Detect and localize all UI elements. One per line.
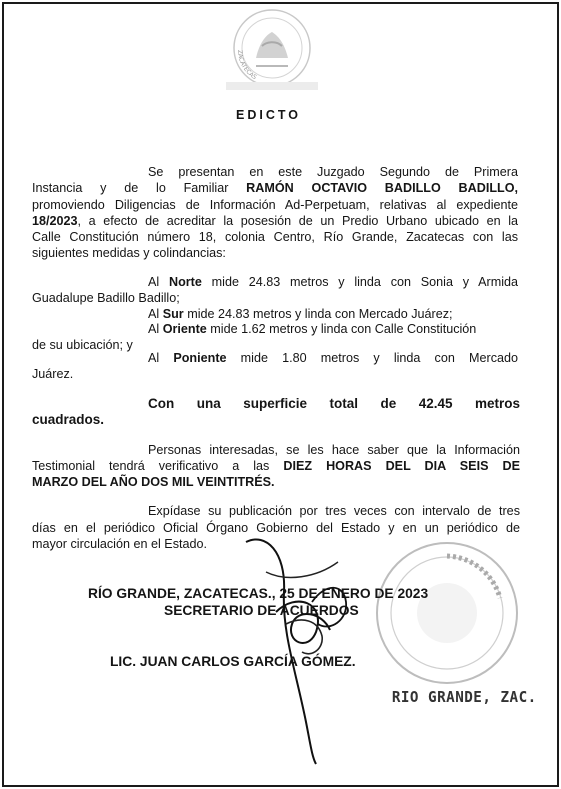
- p1-line-1: Se presentan en este Juzgado Segundo de Primera: [148, 165, 518, 179]
- stamp-location-text: RIO GRANDE, ZAC.: [391, 688, 537, 706]
- sur-line: Al Sur mide 24.83 metros y linda con Mercado Juárez;: [148, 307, 453, 321]
- signer-name: LIC. JUAN CARLOS GARCÍA GÓMEZ.: [110, 654, 356, 669]
- p4-line-1: Expídase su publicación por tres veces con intervalo de tres: [148, 504, 520, 518]
- p1-line-3: promoviendo Diligencias de Información Ad-Perpetuam, relativas al expediente: [32, 198, 518, 212]
- seal-text: ZACATECAS: [235, 49, 258, 82]
- p4-line-3: mayor circulación en el Estado.: [32, 537, 207, 551]
- p1-line-5: Calle Constitución número 18, colonia Centro, Río Grande, Zacatecas con las: [32, 230, 518, 244]
- p3-line-1: Personas interesadas, se les hace saber que la Información: [148, 443, 520, 457]
- p4-line-2: días en el periódico Oficial Órgano Gobierno del Estado y en un periódico de: [32, 521, 520, 535]
- signer-role: SECRETARIO DE ACUERDOS: [164, 603, 359, 618]
- superficie-line: Con una superficie total de 42.45 metros: [148, 396, 520, 411]
- superficie-line-2: cuadrados.: [32, 412, 105, 427]
- official-stamp-icon: [372, 538, 522, 688]
- oriente-line: Al Oriente mide 1.62 metros y linda con Calle Constitución: [148, 322, 477, 336]
- hearing-time: DIEZ HORAS DEL DIA SEIS DE: [283, 459, 520, 473]
- p1-line-6: siguientes medidas y colindancias:: [32, 246, 226, 260]
- handwritten-signature: [226, 512, 366, 772]
- document-title: EDICTO: [236, 108, 301, 122]
- poniente-line: Al Poniente mide 1.80 metros y linda con Mercado: [148, 351, 519, 365]
- oriente-line-2: de su ubicación; y: [32, 338, 133, 352]
- norte-line-2: Guadalupe Badillo Badillo;: [32, 291, 180, 305]
- p3-line-2: Testimonial tendrá verificativo a las DIEZ HORAS DEL DIA SEIS DE: [32, 459, 520, 473]
- promovente-name: RAMÓN OCTAVIO BADILLO BADILLO,: [246, 181, 518, 195]
- expediente-number: 18/2023: [32, 214, 78, 228]
- place-date: RÍO GRANDE, ZACATECAS., 25 DE ENERO DE 2023: [88, 586, 429, 601]
- p1-line-4: 18/2023, a efecto de acreditar la posesión de un Predio Urbano ubicado en la: [32, 214, 518, 228]
- p1-line-2: Instancia y de lo Familiar RAMÓN OCTAVIO BADILLO BADILLO,: [32, 181, 518, 195]
- p3-line-3: MARZO DEL AÑO DOS MIL VEINTITRÉS.: [32, 475, 275, 489]
- poniente-line-2: Juárez.: [32, 367, 74, 381]
- court-seal-icon: [226, 6, 318, 90]
- norte-line: Al Norte mide 24.83 metros y linda con Sonia y Armida: [148, 275, 519, 289]
